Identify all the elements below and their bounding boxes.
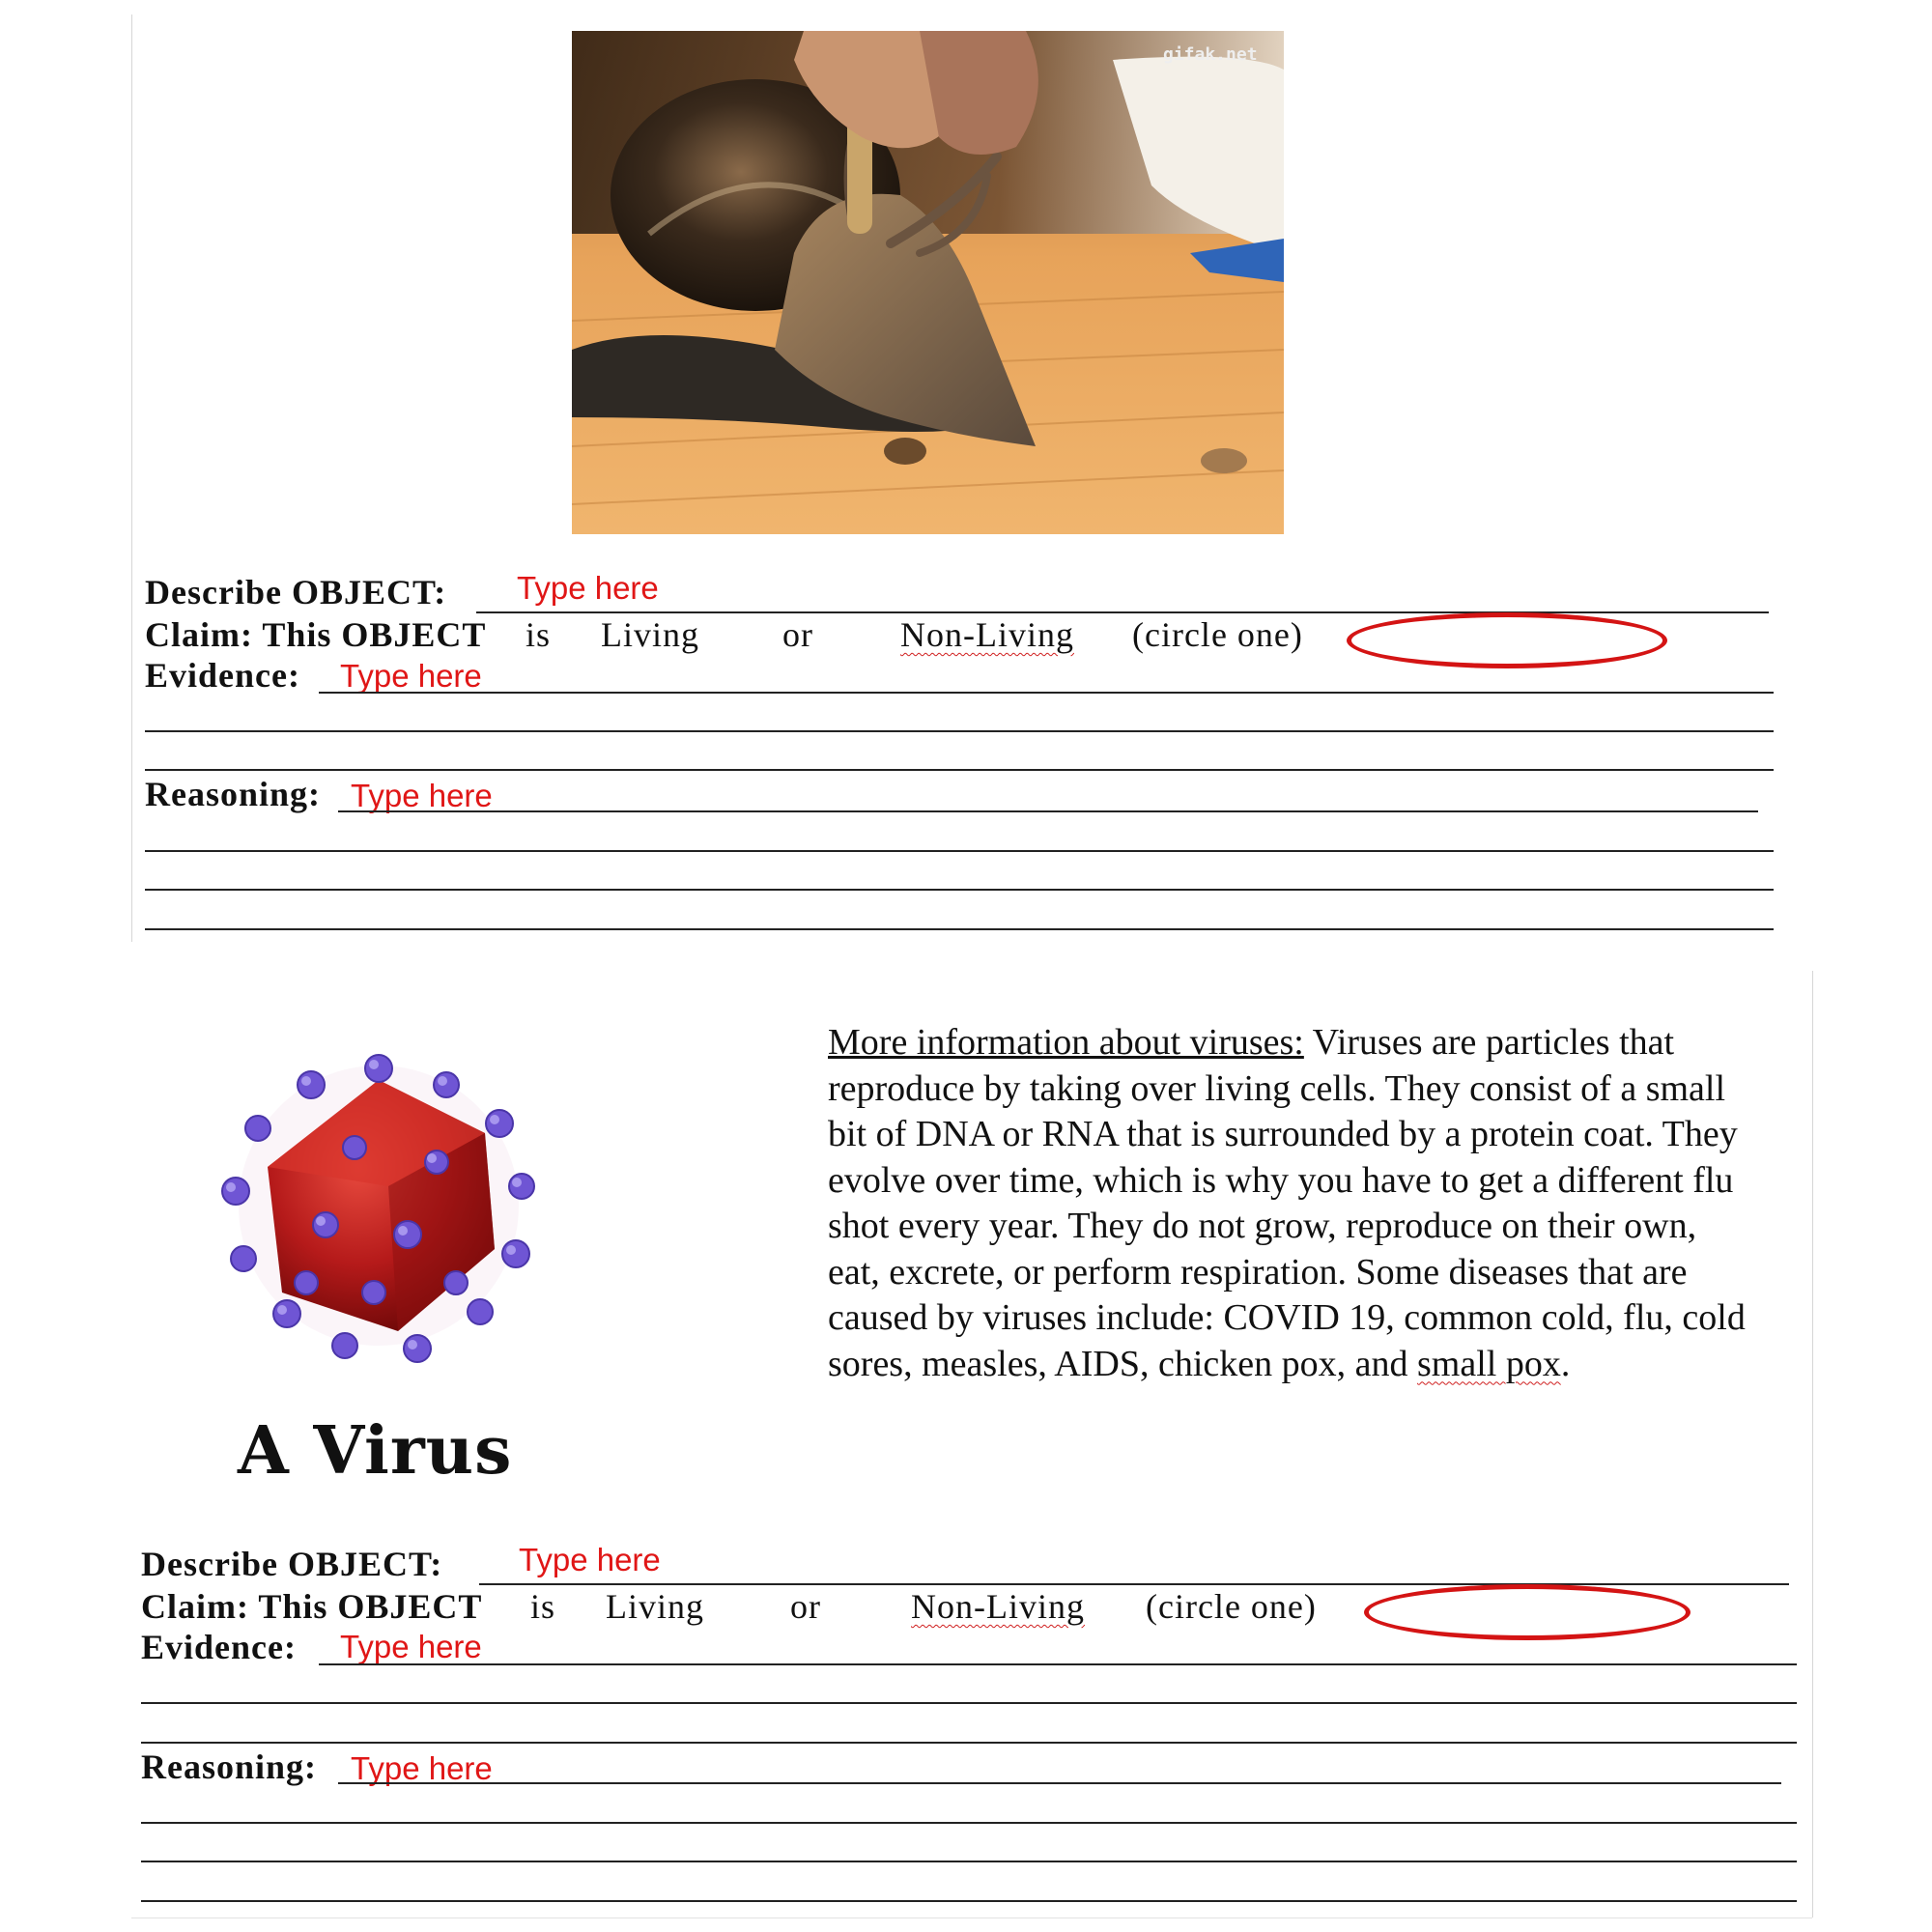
evidence-line-1 [319, 692, 1774, 694]
evidence-line-2b [141, 1702, 1797, 1704]
reasoning-label-2: Reasoning: [141, 1747, 318, 1786]
circle-one-text-2: (circle one) [1146, 1587, 1317, 1626]
reasoning-line-2b [141, 1822, 1797, 1824]
describe-object-line [476, 611, 1769, 613]
reasoning-input-2[interactable]: Type here [351, 1750, 493, 1786]
reasoning-line-2 [145, 850, 1774, 852]
claim-label-2: Claim: This OBJECT [141, 1587, 483, 1626]
evidence-label: Evidence: [145, 656, 300, 695]
virus-title: A Virus [238, 1412, 513, 1490]
virus-image [214, 1041, 543, 1370]
describe-object-input[interactable]: Type here [517, 570, 659, 606]
reasoning-line-1b [338, 1782, 1781, 1784]
reasoning-line-1 [338, 810, 1758, 812]
evidence-input[interactable]: Type here [340, 658, 482, 694]
page-edge-left-top [131, 14, 132, 942]
evidence-label-2: Evidence: [141, 1628, 297, 1666]
describe-object-label: Describe OBJECT: [145, 573, 447, 611]
claim-is-text: is [526, 615, 552, 654]
evidence-line-1b [319, 1663, 1797, 1665]
virus-info-body: Viruses are particles that reproduce by taking over living cells. They consist of a small bit of DNA or RNA that is surrounded by a protein coat. They evolve over time, which is why you have to get a different flu shot every year. They do not grow, reproduce on their own, eat, excrete, or perform respiration. Some diseases that are caused by viruses include: COVID 19, common cold, flu, cold sores, measles, AIDS, chicken pox, and [828, 1022, 1746, 1384]
circle-one-text: (circle one) [1132, 615, 1303, 654]
reasoning-line-3 [145, 889, 1774, 891]
virus-illustration [214, 1041, 543, 1370]
option-non-living-2[interactable]: Non-Living [911, 1587, 1085, 1626]
claim-label: Claim: This OBJECT [145, 615, 487, 654]
reasoning-line-4 [145, 928, 1774, 930]
reasoning-input[interactable]: Type here [351, 778, 493, 813]
option-non-living[interactable]: Non-Living [900, 615, 1074, 654]
describe-object-line-2 [479, 1583, 1789, 1585]
describe-object-input-2[interactable]: Type here [519, 1542, 661, 1577]
virus-info-end: . [1560, 1343, 1571, 1384]
virus-info-paragraph [828, 1020, 1755, 1387]
page-edge-right-bottom [1812, 971, 1813, 1918]
option-or-text-2: or [790, 1587, 821, 1626]
reasoning-line-4b [141, 1900, 1797, 1902]
circle-answer-ellipse-2[interactable] [1364, 1584, 1690, 1640]
snail-image [572, 31, 1284, 534]
snail-photo [572, 31, 1284, 534]
claim-is-text-2: is [530, 1587, 556, 1626]
reasoning-label: Reasoning: [145, 775, 322, 813]
reasoning-line-3b [141, 1861, 1797, 1862]
watermark-text: gifak.net [1163, 44, 1258, 65]
evidence-input-2[interactable]: Type here [340, 1629, 482, 1664]
circle-answer-ellipse[interactable] [1347, 612, 1667, 668]
option-living-2[interactable]: Living [606, 1587, 704, 1626]
virus-info-flagged-word: small pox [1417, 1343, 1561, 1384]
virus-info-heading: More information about viruses: [828, 1022, 1304, 1063]
evidence-line-3 [145, 769, 1774, 771]
option-or-text: or [782, 615, 813, 654]
evidence-line-2 [145, 730, 1774, 732]
describe-object-label-2: Describe OBJECT: [141, 1545, 443, 1583]
evidence-line-3b [141, 1742, 1797, 1744]
option-living[interactable]: Living [601, 615, 699, 654]
